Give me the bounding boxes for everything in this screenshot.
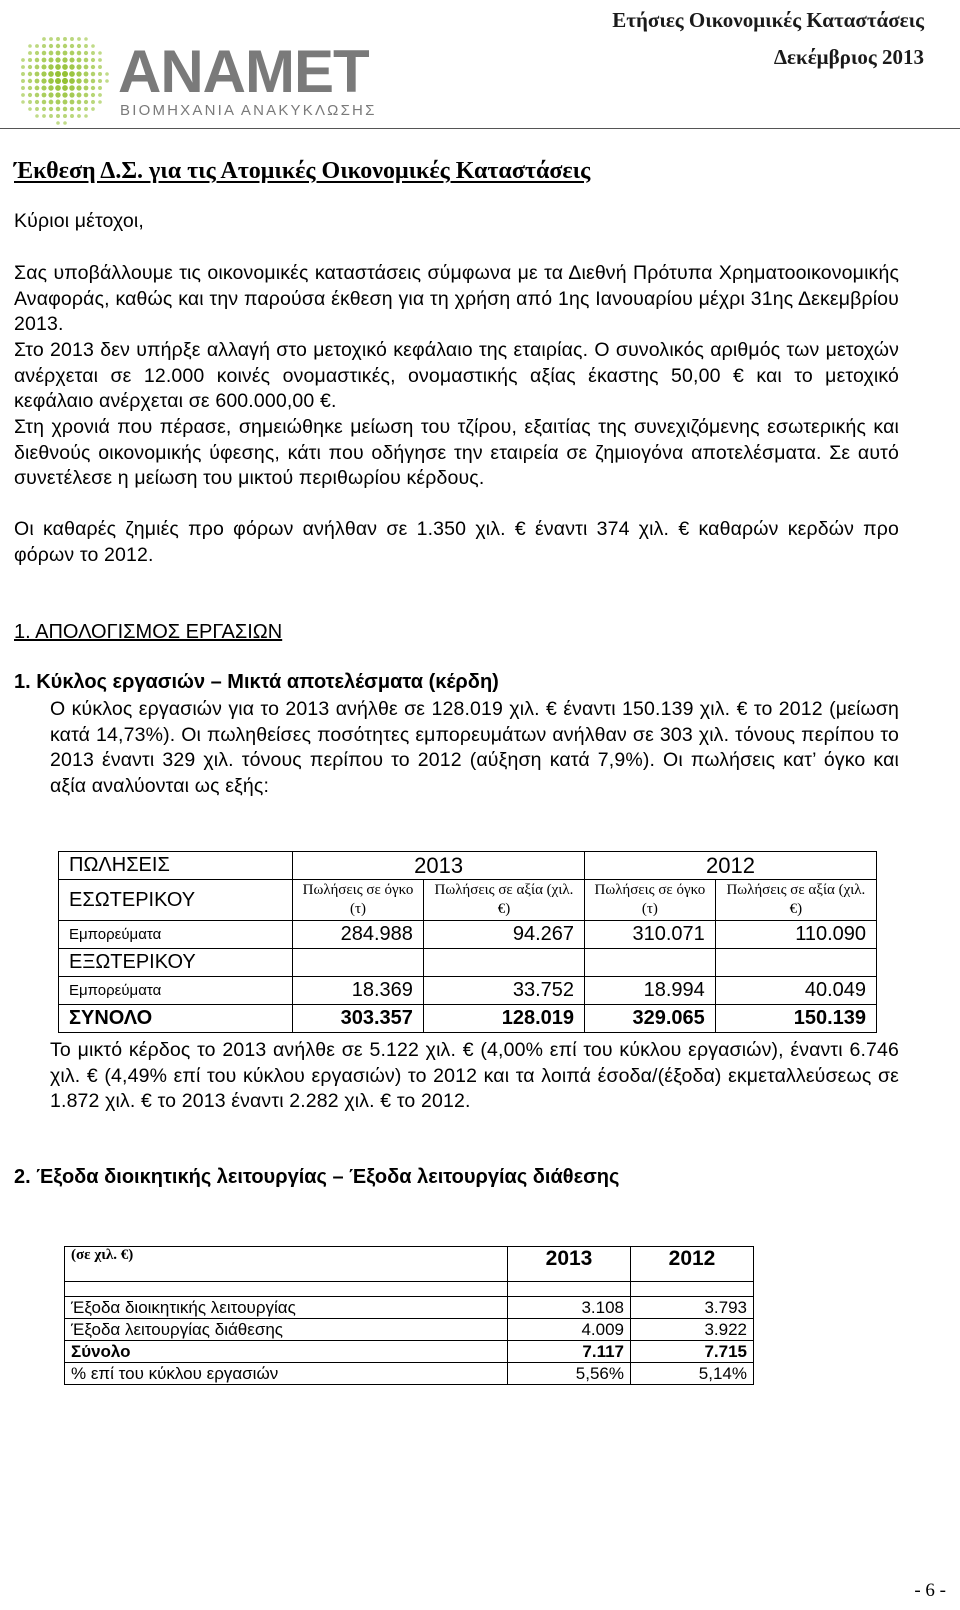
logo-dot (35, 100, 39, 104)
logo-dot (77, 93, 82, 98)
logo-dot (77, 51, 82, 56)
table-cell: 7.117 (508, 1341, 631, 1363)
table-cell: Εμπορεύματα (59, 921, 293, 949)
logo-dot (21, 100, 25, 104)
table-cell (65, 1282, 508, 1297)
logo-dot (76, 64, 81, 69)
logo-dot (55, 57, 60, 62)
logo-dot (28, 100, 32, 104)
logo-dot (63, 114, 67, 118)
logo-dot (98, 65, 102, 69)
logo-dot (63, 107, 67, 111)
logo-dot (28, 58, 32, 62)
logo-dot (35, 44, 39, 48)
table-cell (508, 1282, 631, 1297)
logo-dot (70, 114, 74, 118)
logo-dot (91, 86, 95, 90)
logo-dot (49, 51, 54, 56)
logo-dot (48, 78, 54, 84)
logo-dot (77, 58, 82, 63)
logo-dot (91, 107, 95, 111)
sales-table (58, 851, 877, 1033)
logo-dot (21, 65, 25, 69)
table-cell: 18.994 (585, 977, 716, 1005)
logo-dot (48, 92, 53, 97)
logo-dot (41, 78, 46, 83)
logo-dot (84, 114, 88, 118)
logo-dot (62, 64, 68, 70)
subsection-heading-1: 1. Κύκλος εργασιών – Μικτά αποτελέσματα (κέρδη) (14, 671, 499, 693)
logo-dot (35, 72, 40, 77)
table-cell: Έξοδα διοικητικής λειτουργίας (65, 1297, 508, 1319)
table-row (59, 977, 877, 1005)
logo-dot (56, 107, 60, 111)
logo-dot (84, 37, 88, 41)
table-row (59, 949, 877, 977)
table-cell (715, 949, 876, 977)
logo-dot (98, 72, 102, 76)
logo-dot (49, 37, 53, 41)
table-row (65, 1247, 754, 1282)
section-heading-1: 1. ΑΠΟΛΟΓΙΣΜΟΣ ΕΡΓΑΣΙΩΝ (14, 621, 283, 643)
logo-dot (21, 58, 25, 62)
logo-dot (55, 85, 61, 91)
table-header-cell: Πωλήσεις σε αξία (χιλ. €) (423, 880, 584, 921)
table-row (65, 1319, 754, 1341)
logo-dot (35, 58, 39, 62)
table-cell: 329.065 (585, 1005, 716, 1033)
table-cell: 7.715 (631, 1341, 754, 1363)
logo-dot (49, 44, 53, 48)
logo-dot (77, 114, 81, 118)
table-row (59, 1005, 877, 1033)
table-cell: 310.071 (585, 921, 716, 949)
logo-dot (21, 93, 25, 97)
logo-dot (28, 65, 32, 69)
table-cell: 94.267 (423, 921, 584, 949)
logo-dot (56, 100, 61, 105)
table-row (59, 880, 877, 921)
report-title: Έκθεση Δ.Σ. για τις Ατομικές Οικονομικές Καταστάσεις (14, 158, 591, 184)
logo-dot (49, 100, 54, 105)
table-row (59, 921, 877, 949)
logo-dot (77, 44, 81, 48)
table-header-year: 2012 (585, 852, 877, 880)
logo-dot (77, 37, 81, 41)
globe-logo-icon (12, 28, 112, 128)
logo-dot (84, 65, 89, 70)
logo-dot (69, 64, 74, 69)
table-cell: 3.793 (631, 1297, 754, 1319)
logo-dot (91, 58, 95, 62)
logo-dot (21, 86, 25, 90)
logo-dot (62, 85, 68, 91)
logo-dot (91, 79, 95, 83)
logo-dot (76, 78, 81, 83)
logo-dot (70, 37, 74, 41)
logo-dot (28, 51, 32, 55)
logo-dot (98, 93, 102, 97)
section-heading-2: 2. Έξοδα διοικητικής λειτουργίας – Έξοδα λειτουργίας διάθεσης (14, 1166, 620, 1188)
logo-dot (98, 79, 102, 83)
logo-dot (42, 58, 47, 63)
intro-paragraph-3: Στη χρονιά που πέρασε, σημειώθηκε μείωση του τζίρου, εξαιτίας της συνεχιζόμενης εσωτερικής και διεθνούς οικονομικής ύφεσης, κάτι που οδήγησε την εταιρεία σε ζημιογόνα αποτελέσματα. Σε αυτό συνετέλεσε η μείωση του μικτού περιθωρίου κέρδους. (14, 416, 899, 489)
logo-dot (84, 51, 88, 55)
logo-dot (55, 64, 61, 70)
logo-dot (91, 72, 95, 76)
logo-wordmark: ANAMET (118, 38, 369, 105)
logo-dot (56, 44, 60, 48)
logo-dot (35, 51, 39, 55)
table-cell (585, 949, 716, 977)
table-row (65, 1282, 754, 1297)
logo-dot (84, 107, 88, 111)
logo-dot (62, 92, 67, 97)
logo-dot (49, 107, 53, 111)
logo-dot (105, 79, 109, 83)
table-cell: Έξοδα λειτουργίας διάθεσης (65, 1319, 508, 1341)
logo-dot (42, 51, 46, 55)
logo-dot (91, 100, 95, 104)
table-header-cell: (σε χιλ. €) (65, 1247, 508, 1282)
logo-dot (41, 85, 46, 90)
logo-dot (63, 51, 68, 56)
intro-paragraph-2: Στο 2013 δεν υπήρξε αλλαγή στο μετοχικό κεφάλαιο της εταιρίας. Ο συνολικός αριθμός των μετοχών ανέρχεται σε 12.000 κοινές ονομαστικές, ονομαστικής αξίας έκαστης 50,00 € και το μετοχικό κεφάλαιο ανέρχεται σε 600.000,00 €. (14, 339, 899, 412)
logo-dot (21, 72, 25, 76)
table-cell: 284.988 (293, 921, 424, 949)
logo-dot (84, 72, 89, 77)
logo-tagline: ΒΙΟΜΗΧΑΝΙΑ ΑΝΑΚΥΚΛΩΣΗΣ (120, 102, 377, 119)
logo-dot (48, 64, 53, 69)
logo-dot (41, 71, 46, 76)
logo-dot (70, 100, 75, 105)
logo-dot (84, 93, 89, 98)
logo-dot (28, 79, 32, 83)
logo-dot (62, 71, 68, 77)
logo-dot (48, 85, 53, 90)
logo-dot (41, 64, 46, 69)
logo-dot (84, 79, 89, 84)
logo-dot (98, 51, 102, 55)
logo-dot (42, 100, 47, 105)
table-cell: 3.922 (631, 1319, 754, 1341)
salutation: Κύριοι μέτοχοι, (14, 210, 144, 232)
logo-dot (63, 121, 67, 125)
header-divider (0, 128, 960, 129)
section1-paragraph-2: Το μικτό κέρδος το 2013 ανήλθε σε 5.122 χιλ. € (4,00% επί του κύκλου εργασιών), έναντι 6.746 χιλ. € (4,49% επί του κύκλου εργασιών) το 2012 και τα λοιπά έσοδα/(έξοδα) εκμεταλλεύσεως σε 1.872 χιλ. € το 2013 έναντι 2.282 χιλ. € το 2012. (50, 1039, 899, 1112)
table-header-year: 2012 (631, 1247, 754, 1282)
table-row (59, 852, 877, 880)
logo-dot (91, 65, 95, 69)
document-date: Δεκέμβριος 2013 (773, 45, 924, 69)
table-cell: 5,14% (631, 1363, 754, 1385)
table-cell: ΠΩΛΗΣΕΙΣ (59, 852, 293, 880)
logo-dot (28, 72, 32, 76)
table-cell: 33.752 (423, 977, 584, 1005)
logo-dot (98, 86, 102, 90)
logo-dot (42, 44, 46, 48)
logo-dot (35, 65, 40, 70)
logo-dot (63, 37, 67, 41)
table-header-cell: Πωλήσεις σε όγκο (τ) (293, 880, 424, 921)
logo-dot (35, 107, 39, 111)
logo-dot (28, 86, 32, 90)
logo-dot (28, 44, 32, 48)
logo-dot (76, 85, 81, 90)
table-cell: ΕΣΩΤΕΡΙΚΟΥ (59, 880, 293, 921)
table-row (65, 1297, 754, 1319)
logo-dot (42, 114, 46, 118)
logo-dot (56, 37, 60, 41)
logo-dot (55, 92, 60, 97)
logo-dot (35, 93, 40, 98)
logo-dot (56, 121, 60, 125)
logo-dot (76, 71, 81, 76)
logo-dot (91, 93, 95, 97)
intro-paragraph-1: Σας υποβάλλουμε τις οικονομικές καταστάσεις σύμφωνα με τα Διεθνή Πρότυπα Χρηματοοικονομικής Αναφοράς, καθώς και την παρούσα έκθεση για τη χρήση από 1ης Ιανουαρίου μέχρι 31ης Δεκεμβρίου 2013. (14, 262, 899, 335)
logo-dot (77, 107, 81, 111)
logo-dot (69, 85, 75, 91)
page-number: - 6 - (914, 1580, 946, 1601)
logo-dot (21, 79, 25, 83)
section1-paragraph-1: Ο κύκλος εργασιών για το 2013 ανήλθε σε 128.019 χιλ. € έναντι 150.139 χιλ. € το 2012 (μείωση κατά 14,73%). Οι πωληθείσες ποσότητες εμπορευμάτων ανήλθαν σε 303 χιλ. τόνους περίπου το 2013 έναντι 329 χιλ. τόνους περίπου το 2012 (αύξηση κατά 7,9%). Οι πωλήσεις κατ’ όγκο και αξία αναλύονται ως εξής: (50, 698, 899, 797)
logo-dot (69, 57, 74, 62)
table-cell: Εμπορεύματα (59, 977, 293, 1005)
logo-dot (56, 114, 60, 118)
logo-dot (35, 86, 40, 91)
table-cell: % επί του κύκλου εργασιών (65, 1363, 508, 1385)
table-cell: 110.090 (715, 921, 876, 949)
logo-dot (63, 100, 68, 105)
table-cell: 5,56% (508, 1363, 631, 1385)
logo-dot (35, 79, 40, 84)
logo-dot (84, 86, 89, 91)
table-cell: ΕΞΩΤΕΡΙΚΟΥ (59, 949, 293, 977)
table-row (65, 1341, 754, 1363)
logo-dot (55, 78, 61, 84)
table-cell: ΣΥΝΟΛΟ (59, 1005, 293, 1033)
logo-dot (42, 107, 46, 111)
table-cell: 303.357 (293, 1005, 424, 1033)
logo-dot (70, 107, 74, 111)
table-cell: 150.139 (715, 1005, 876, 1033)
document-title: Ετήσιες Οικονομικές Καταστάσεις (612, 8, 924, 32)
expenses-table (64, 1246, 754, 1385)
logo-dot (35, 114, 39, 118)
logo-dot (56, 51, 61, 56)
table-cell: Σύνολο (65, 1341, 508, 1363)
logo-dot (28, 93, 32, 97)
table-cell (631, 1282, 754, 1297)
logo-dot (98, 58, 102, 62)
table-cell: 128.019 (423, 1005, 584, 1033)
company-logo (12, 24, 382, 124)
logo-dot (48, 71, 54, 77)
table-cell: 3.108 (508, 1297, 631, 1319)
logo-dot (69, 71, 75, 77)
logo-dot (70, 44, 74, 48)
logo-dot (98, 100, 102, 104)
table-cell (293, 949, 424, 977)
logo-dot (70, 51, 75, 56)
logo-dot (55, 71, 61, 77)
intro-paragraph-4: Οι καθαρές ζημιές προ φόρων ανήλθαν σε 1.350 χιλ. € έναντι 374 χιλ. € καθαρών κερδών προ φόρων το 2012. (14, 518, 899, 566)
logo-dot (77, 100, 82, 105)
table-header-year: 2013 (508, 1247, 631, 1282)
table-header-cell: Πωλήσεις σε αξία (χιλ. €) (715, 880, 876, 921)
logo-dot (42, 37, 46, 41)
table-cell: 4.009 (508, 1319, 631, 1341)
logo-dot (84, 44, 88, 48)
logo-dot (62, 57, 67, 62)
logo-dot (63, 44, 67, 48)
logo-dot (62, 78, 68, 84)
logo-dot (49, 114, 53, 118)
table-row (65, 1363, 754, 1385)
table-header-year: 2013 (293, 852, 585, 880)
logo-dot (69, 92, 74, 97)
logo-dot (42, 93, 47, 98)
logo-dot (91, 44, 95, 48)
logo-dot (69, 78, 75, 84)
table-header-cell: Πωλήσεις σε όγκο (τ) (585, 880, 716, 921)
logo-dot (84, 100, 88, 104)
logo-dot (48, 57, 53, 62)
logo-dot (91, 51, 95, 55)
logo-dot (84, 58, 89, 63)
table-cell (423, 949, 584, 977)
logo-dot (28, 107, 32, 111)
logo-dot (105, 72, 109, 76)
table-cell: 40.049 (715, 977, 876, 1005)
table-cell: 18.369 (293, 977, 424, 1005)
